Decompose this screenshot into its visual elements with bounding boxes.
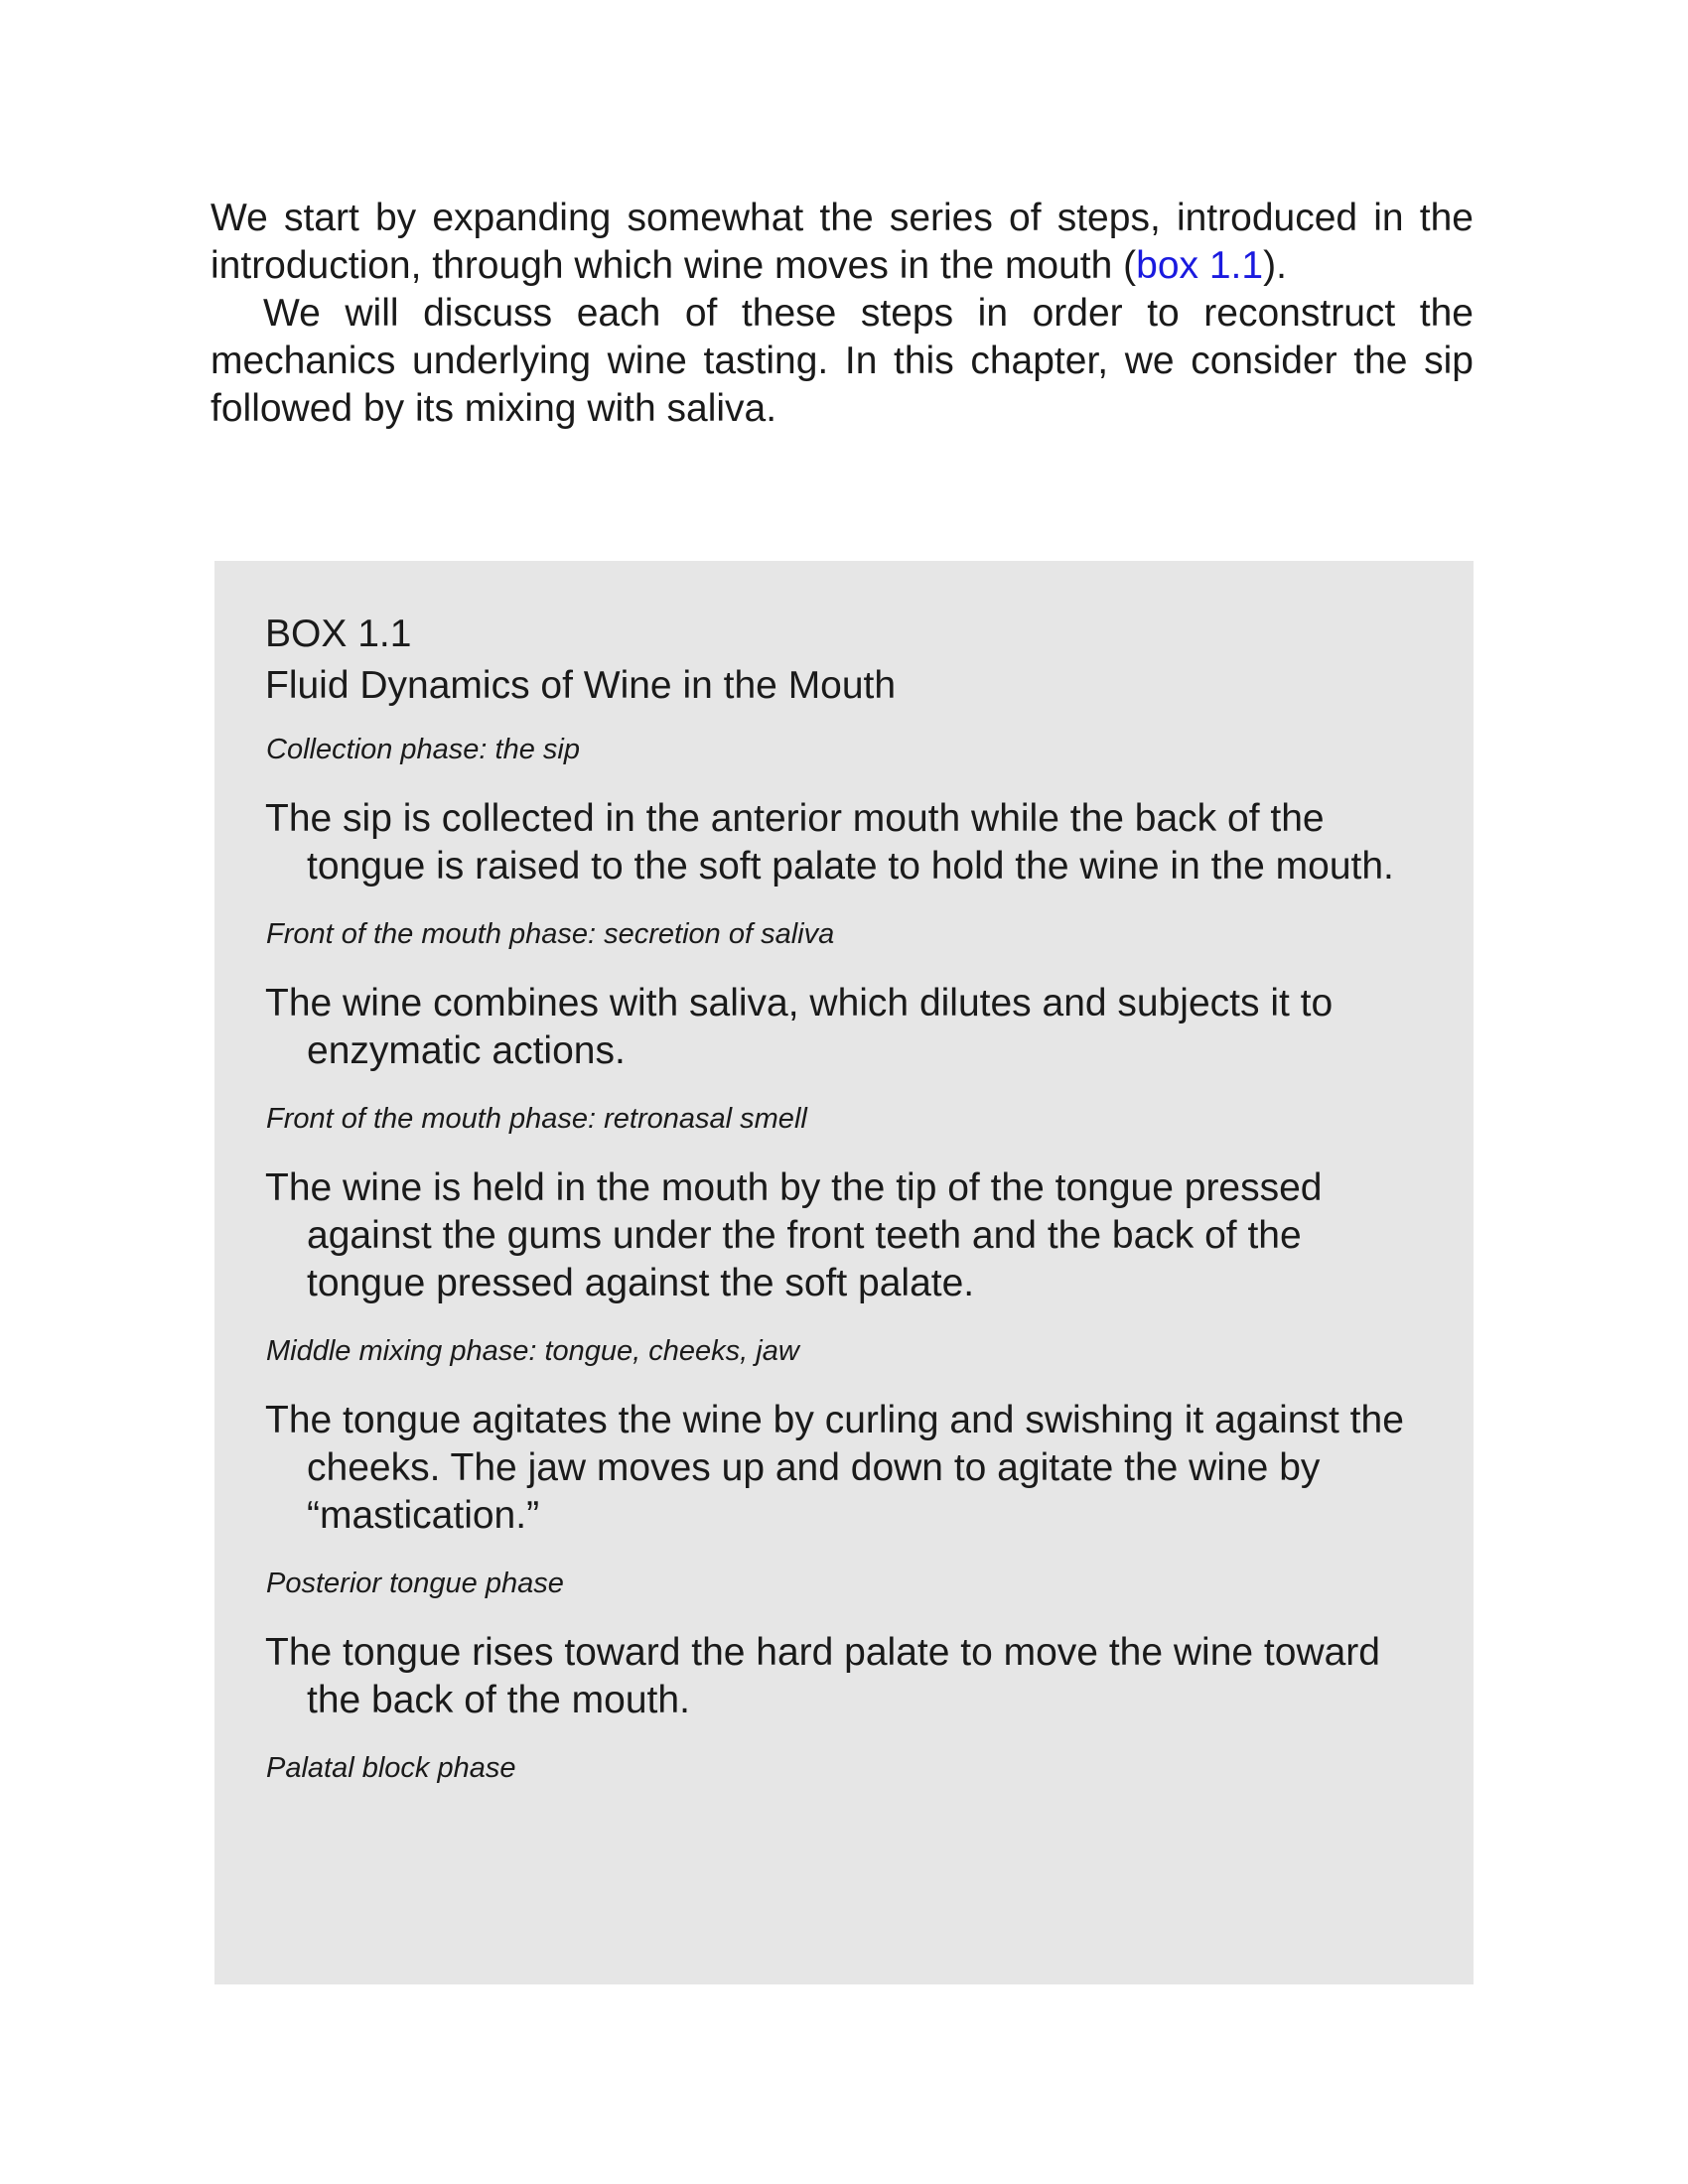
phase-body: The wine is held in the mouth by the tip of the tongue pressed against the gums under the front teeth and the back of the tongue pressed against the soft palate. bbox=[265, 1166, 1323, 1304]
phase-heading: Front of the mouth phase: retronasal smell bbox=[266, 1103, 807, 1135]
box-label: BOX 1.1 bbox=[265, 613, 412, 655]
intro-paragraph-1-end: ). bbox=[1263, 244, 1287, 287]
sidebar-box bbox=[214, 561, 1474, 1984]
phase-body: The wine combines with saliva, which dilutes and subjects it to enzymatic actions. bbox=[265, 982, 1334, 1072]
box-title: Fluid Dynamics of Wine in the Mouth bbox=[265, 664, 897, 707]
phase-heading: Posterior tongue phase bbox=[266, 1568, 564, 1599]
intro-paragraph-1-text: We start by expanding somewhat the series of steps, introduced in the introduction, through which wine moves in the mouth ( bbox=[211, 197, 1474, 287]
phase-heading: Middle mixing phase: tongue, cheeks, jaw bbox=[266, 1335, 799, 1367]
phase-heading: Palatal block phase bbox=[266, 1752, 516, 1784]
box-reference-link[interactable]: box 1.1 bbox=[1136, 244, 1264, 287]
phase-body: The tongue agitates the wine by curling and swishing it against the cheeks. The jaw moves up and down to agitate the wine by “mastication.” bbox=[265, 1399, 1404, 1537]
phase-body: The sip is collected in the anterior mouth while the back of the tongue is raised to the soft palate to hold the wine in the mouth. bbox=[265, 797, 1394, 887]
intro-paragraph-2: We will discuss each of these steps in order to reconstruct the mechanics underlying wine tasting. In this chapter, we consider the sip followed by its mixing with saliva. bbox=[211, 292, 1474, 430]
phase-heading: Collection phase: the sip bbox=[266, 734, 580, 765]
phase-heading: Front of the mouth phase: secretion of saliva bbox=[266, 918, 835, 950]
phase-body: The tongue rises toward the hard palate to move the wine toward the back of the mouth. bbox=[265, 1631, 1380, 1721]
intro-text bbox=[211, 195, 1474, 433]
intro-paragraph-1 bbox=[211, 195, 1474, 290]
